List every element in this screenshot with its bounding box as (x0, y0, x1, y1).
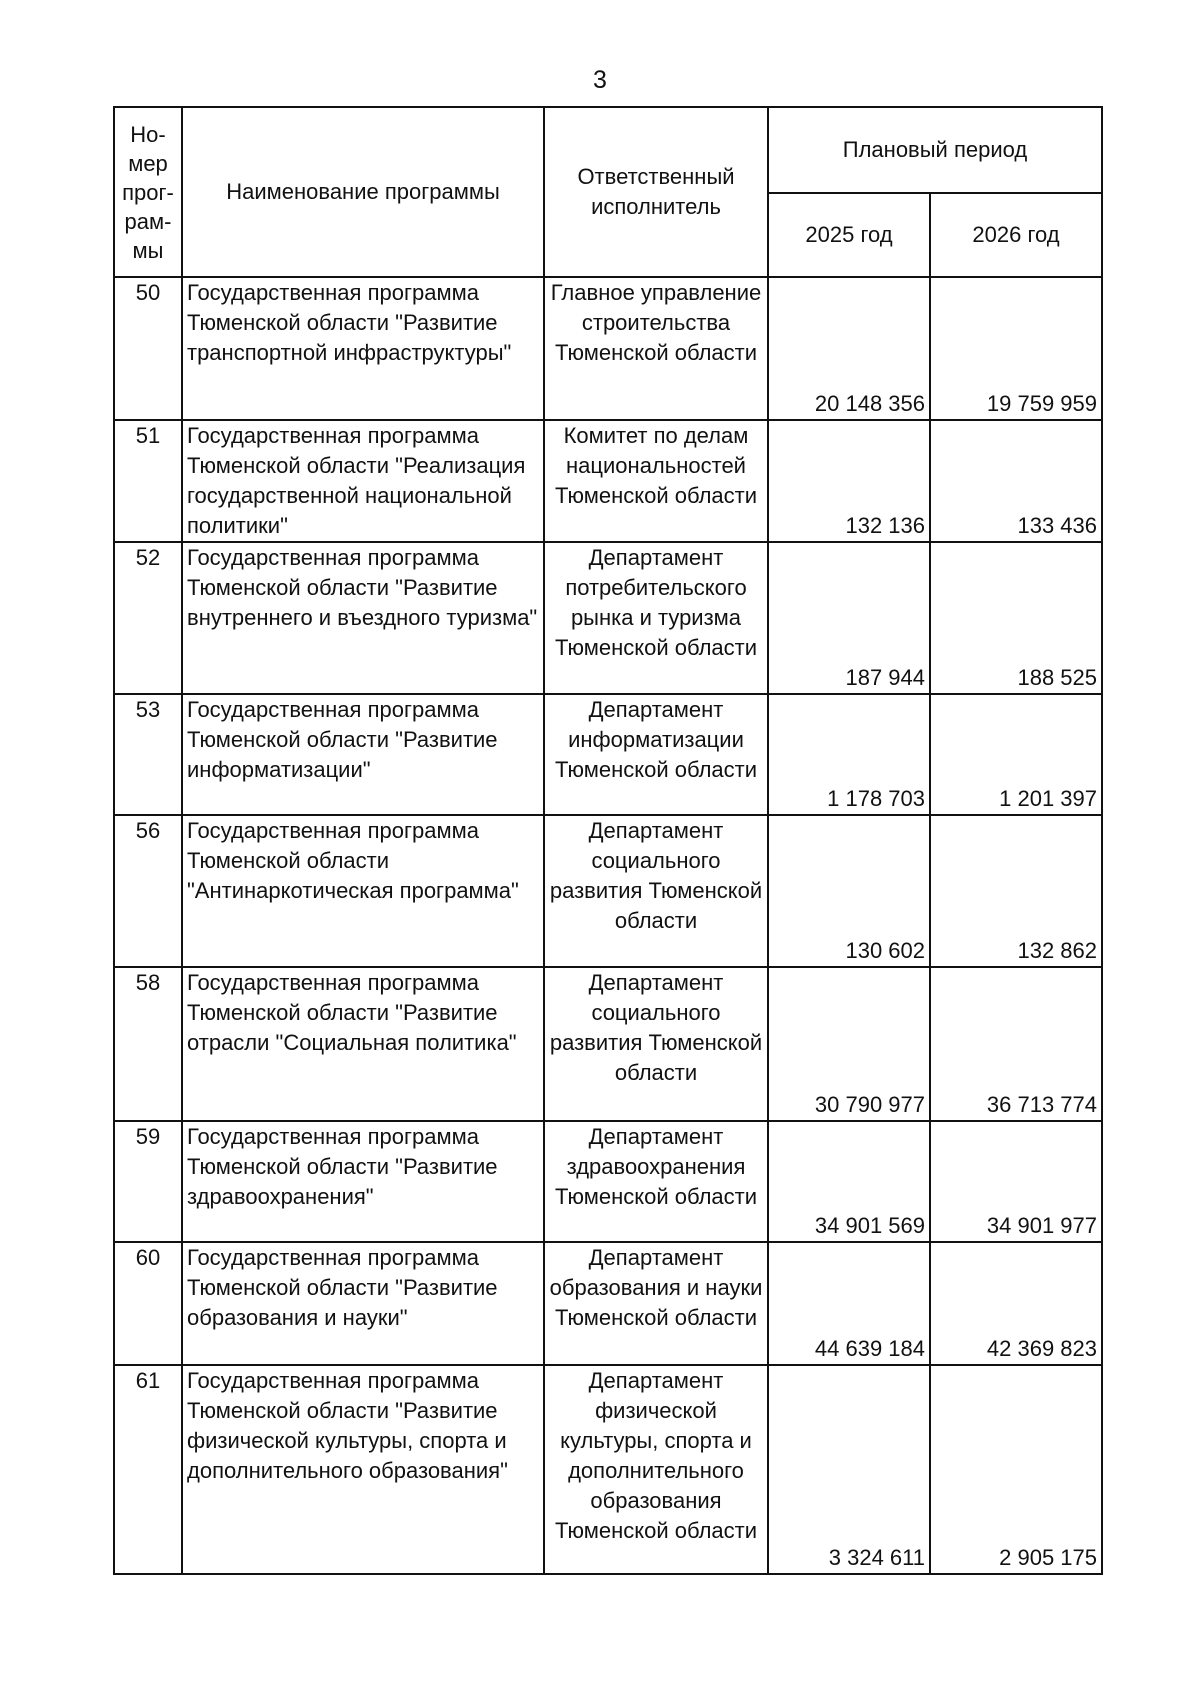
value-2026: 1 201 397 (930, 694, 1102, 815)
header-program-name: Наименование программы (182, 107, 544, 277)
page-number: 3 (593, 66, 607, 94)
program-number: 56 (114, 815, 182, 967)
table-row (114, 1121, 1102, 1242)
value-2026: 133 436 (930, 420, 1102, 542)
program-executor: Комитет по делам национальностей Тюменской области (544, 420, 768, 542)
program-name: Государственная программа Тюменской области "Развитие здравоохранения" (182, 1121, 544, 1242)
header-row (114, 107, 1102, 193)
value-2025: 3 324 611 (768, 1365, 930, 1574)
program-executor: Главное управление строительства Тюменской области (544, 277, 768, 420)
value-2025: 130 602 (768, 815, 930, 967)
header-year-2026: 2026 год (930, 193, 1102, 277)
program-name: Государственная программа Тюменской области "Развитие информатизации" (182, 694, 544, 815)
value-2026: 132 862 (930, 815, 1102, 967)
value-2025: 44 639 184 (768, 1242, 930, 1365)
program-name: Государственная программа Тюменской области "Развитие транспортной инфраструктуры" (182, 277, 544, 420)
program-executor: Департамент здравоохранения Тюменской области (544, 1121, 768, 1242)
table-row (114, 542, 1102, 694)
value-2025: 34 901 569 (768, 1121, 930, 1242)
program-name: Государственная программа Тюменской области "Развитие образования и науки" (182, 1242, 544, 1365)
program-executor: Департамент социального развития Тюменской области (544, 815, 768, 967)
value-2025: 132 136 (768, 420, 930, 542)
program-executor: Департамент физической культуры, спорта и дополнительного образования Тюменской области (544, 1365, 768, 1574)
value-2026: 188 525 (930, 542, 1102, 694)
program-number: 61 (114, 1365, 182, 1574)
program-number: 52 (114, 542, 182, 694)
program-executor: Департамент социального развития Тюменской области (544, 967, 768, 1121)
programs-table (113, 106, 1103, 1575)
value-2025: 20 148 356 (768, 277, 930, 420)
program-number: 53 (114, 694, 182, 815)
table-row (114, 815, 1102, 967)
table-row (114, 277, 1102, 420)
header-executor: Ответственный исполнитель (544, 107, 768, 277)
program-name: Государственная программа Тюменской области "Антинаркотическая программа" (182, 815, 544, 967)
table-row (114, 694, 1102, 815)
table-row (114, 1242, 1102, 1365)
header-planning-period: Плановый период (768, 107, 1102, 193)
value-2026: 19 759 959 (930, 277, 1102, 420)
table-row (114, 420, 1102, 542)
value-2026: 2 905 175 (930, 1365, 1102, 1574)
program-executor: Департамент потребительского рынка и туризма Тюменской области (544, 542, 768, 694)
program-number: 59 (114, 1121, 182, 1242)
program-number: 58 (114, 967, 182, 1121)
value-2025: 30 790 977 (768, 967, 930, 1121)
program-executor: Департамент образования и науки Тюменской области (544, 1242, 768, 1365)
value-2025: 1 178 703 (768, 694, 930, 815)
value-2026: 34 901 977 (930, 1121, 1102, 1242)
value-2026: 42 369 823 (930, 1242, 1102, 1365)
program-executor: Департамент информатизации Тюменской области (544, 694, 768, 815)
value-2026: 36 713 774 (930, 967, 1102, 1121)
program-number: 50 (114, 277, 182, 420)
program-name: Государственная программа Тюменской области "Реализация государственной национальной политики" (182, 420, 544, 542)
program-name: Государственная программа Тюменской области "Развитие физической культуры, спорта и дополнительного образования" (182, 1365, 544, 1574)
value-2025: 187 944 (768, 542, 930, 694)
program-name: Государственная программа Тюменской области "Развитие отрасли "Социальная политика" (182, 967, 544, 1121)
header-year-2025: 2025 год (768, 193, 930, 277)
table-row (114, 1365, 1102, 1574)
program-number: 60 (114, 1242, 182, 1365)
table-row (114, 967, 1102, 1121)
program-name: Государственная программа Тюменской области "Развитие внутреннего и въездного туризма" (182, 542, 544, 694)
program-number: 51 (114, 420, 182, 542)
header-program-number: Но- мер прог- рам- мы (114, 107, 182, 277)
